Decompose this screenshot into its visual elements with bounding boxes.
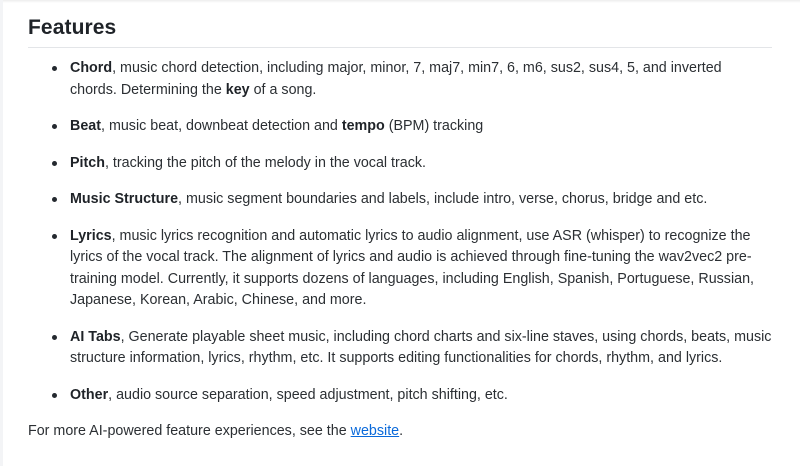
feature-text: , music segment boundaries and labels, include intro, verse, chorus, bridge and etc. bbox=[178, 191, 708, 207]
feature-term-secondary: key bbox=[225, 81, 250, 98]
feature-term: Other bbox=[70, 386, 109, 403]
feature-term: Chord bbox=[70, 60, 113, 76]
list-item bbox=[50, 189, 772, 211]
feature-text-secondary: (BPM) tracking bbox=[384, 118, 484, 134]
feature-term: Music Structure bbox=[70, 191, 179, 207]
footer-text-after: . bbox=[399, 423, 404, 439]
website-link[interactable]: website bbox=[350, 423, 400, 439]
list-item bbox=[50, 226, 772, 312]
feature-term: Pitch bbox=[70, 154, 105, 171]
feature-text: , music lyrics recognition and automatic lyrics to audio alignment, use ASR (whisper) to recognize the lyrics of the vocal track. The alignment of lyrics and audio is achieved through fine-tuning the wav2vec2 pre-training model. Currently, it supports dozens of languages, including English, Spanish, Portuguese, Russian, Japanese, Korean, Arabic, Chinese, and more. bbox=[70, 227, 754, 308]
feature-text: , music chord detection, including major, minor, 7, maj7, min7, 6, m6, sus2, sus4, 5, and inverted chords. Determining the bbox=[70, 60, 722, 98]
list-item bbox=[50, 116, 772, 138]
page-title: Features bbox=[28, 16, 117, 39]
features-list bbox=[28, 58, 772, 406]
title-divider bbox=[28, 47, 772, 48]
list-item bbox=[50, 327, 772, 370]
feature-term: Lyrics bbox=[70, 227, 112, 244]
feature-term: AI Tabs bbox=[70, 328, 121, 345]
list-item bbox=[50, 385, 772, 407]
list-item bbox=[50, 58, 772, 101]
feature-text: , Generate playable sheet music, including chord charts and six-line staves, using chords, beats, music structure information, lyrics, rhythm, etc. It supports editing functionalities for chords, rhythm, and lyrics. bbox=[70, 328, 772, 366]
top-shadow bbox=[0, 0, 800, 3]
left-edge-strip bbox=[0, 0, 3, 466]
feature-text-secondary: of a song. bbox=[249, 81, 317, 98]
footer-text-before: For more AI-powered feature experiences, see the bbox=[28, 423, 351, 439]
feature-term-secondary: tempo bbox=[341, 118, 385, 134]
list-item bbox=[50, 153, 772, 175]
footer-note bbox=[28, 421, 772, 442]
feature-text: , music beat, downbeat detection and bbox=[101, 118, 342, 134]
feature-text: , audio source separation, speed adjustment, pitch shifting, etc. bbox=[108, 386, 508, 403]
feature-text: , tracking the pitch of the melody in the vocal track. bbox=[104, 154, 427, 171]
feature-term: Beat bbox=[70, 118, 101, 134]
